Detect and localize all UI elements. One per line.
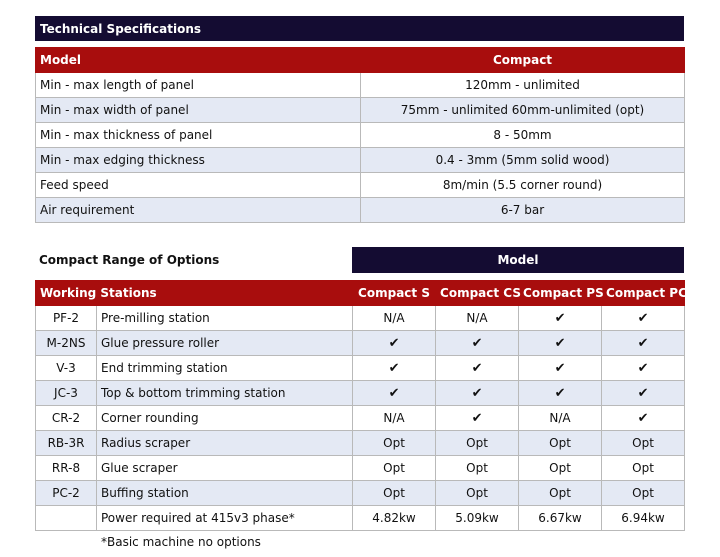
table-row	[36, 456, 685, 481]
option-cell: Opt	[519, 481, 602, 506]
option-cell: N/A	[519, 406, 602, 431]
station-name: Top & bottom trimming station	[97, 381, 353, 406]
options-table-header	[36, 281, 685, 306]
option-cell: Opt	[436, 456, 519, 481]
station-code: V-3	[36, 356, 97, 381]
station-code: CR-2	[36, 406, 97, 431]
option-cell: ✔	[436, 331, 519, 356]
option-cell: Opt	[353, 431, 436, 456]
spec-label: Min - max edging thickness	[36, 148, 361, 173]
spec-title-bar	[35, 16, 684, 41]
station-code: M-2NS	[36, 331, 97, 356]
option-cell: ✔	[436, 406, 519, 431]
option-cell: ✔	[353, 381, 436, 406]
option-cell: ✔	[602, 306, 685, 331]
model-bar	[352, 247, 684, 273]
option-cell: ✔	[602, 331, 685, 356]
station-name: Pre-milling station	[97, 306, 353, 331]
option-cell: Opt	[436, 431, 519, 456]
station-name: End trimming station	[97, 356, 353, 381]
spec-label: Min - max thickness of panel	[36, 123, 361, 148]
option-cell: ✔	[602, 381, 685, 406]
option-cell: ✔	[602, 356, 685, 381]
station-code: JC-3	[36, 381, 97, 406]
options-header-compact-ps: Compact PS	[519, 281, 602, 306]
spec-value: 6-7 bar	[361, 198, 685, 223]
table-row	[36, 306, 685, 331]
spec-value: 75mm - unlimited 60mm-unlimited (opt)	[361, 98, 685, 123]
power-cell: 5.09kw	[436, 506, 519, 531]
station-name: Glue pressure roller	[97, 331, 353, 356]
options-header-compact-cs: Compact CS	[436, 281, 519, 306]
table-row	[36, 331, 685, 356]
option-cell: ✔	[602, 406, 685, 431]
table-row	[36, 481, 685, 506]
spec-header-model: Model	[36, 48, 361, 73]
table-row	[36, 98, 685, 123]
option-cell: N/A	[353, 406, 436, 431]
spec-label: Air requirement	[36, 198, 361, 223]
power-cell: 6.94kw	[602, 506, 685, 531]
option-cell: Opt	[602, 456, 685, 481]
station-code: RB-3R	[36, 431, 97, 456]
options-table	[35, 280, 696, 531]
options-header-stations: Working Stations	[36, 281, 353, 306]
table-row	[36, 381, 685, 406]
station-name: Glue scraper	[97, 456, 353, 481]
option-cell: Opt	[353, 481, 436, 506]
table-row	[36, 356, 685, 381]
options-title: Compact Range of Options	[39, 253, 220, 267]
option-cell: ✔	[519, 306, 602, 331]
options-header-compact-pcs: Compact PCS	[602, 281, 685, 306]
spec-table	[35, 47, 685, 223]
spec-value: 8m/min (5.5 corner round)	[361, 173, 685, 198]
spec-value: 0.4 - 3mm (5mm solid wood)	[361, 148, 685, 173]
table-row	[36, 173, 685, 198]
option-cell: Opt	[436, 481, 519, 506]
power-cell: 6.67kw	[519, 506, 602, 531]
option-cell: ✔	[519, 356, 602, 381]
station-name: Radius scraper	[97, 431, 353, 456]
spec-value: 8 - 50mm	[361, 123, 685, 148]
spec-header-compact: Compact	[361, 48, 685, 73]
option-cell: N/A	[353, 306, 436, 331]
options-header-compact-s: Compact S	[353, 281, 436, 306]
table-row	[36, 73, 685, 98]
station-code	[36, 506, 97, 531]
option-cell: ✔	[519, 381, 602, 406]
model-label: Model	[497, 253, 539, 267]
option-cell: ✔	[436, 356, 519, 381]
station-code: PF-2	[36, 306, 97, 331]
station-name: Corner rounding	[97, 406, 353, 431]
station-name: Power required at 415v3 phase*	[97, 506, 353, 531]
station-code: PC-2	[36, 481, 97, 506]
footnote: *Basic machine no options	[101, 535, 261, 549]
option-cell: Opt	[353, 456, 436, 481]
table-row	[36, 406, 685, 431]
table-row	[36, 123, 685, 148]
station-name: Buffing station	[97, 481, 353, 506]
spec-title: Technical Specifications	[40, 21, 202, 36]
option-cell: ✔	[353, 331, 436, 356]
power-cell: 4.82kw	[353, 506, 436, 531]
table-row	[36, 431, 685, 456]
option-cell: Opt	[519, 431, 602, 456]
option-cell: Opt	[519, 456, 602, 481]
option-cell: Opt	[602, 431, 685, 456]
option-cell: ✔	[353, 356, 436, 381]
spec-label: Feed speed	[36, 173, 361, 198]
table-row	[36, 198, 685, 223]
spec-label: Min - max width of panel	[36, 98, 361, 123]
option-cell: N/A	[436, 306, 519, 331]
spec-value: 120mm - unlimited	[361, 73, 685, 98]
spec-table-header	[36, 48, 685, 73]
table-row	[36, 148, 685, 173]
station-code: RR-8	[36, 456, 97, 481]
option-cell: ✔	[519, 331, 602, 356]
table-row	[36, 506, 685, 531]
spec-label: Min - max length of panel	[36, 73, 361, 98]
option-cell: Opt	[602, 481, 685, 506]
option-cell: ✔	[436, 381, 519, 406]
